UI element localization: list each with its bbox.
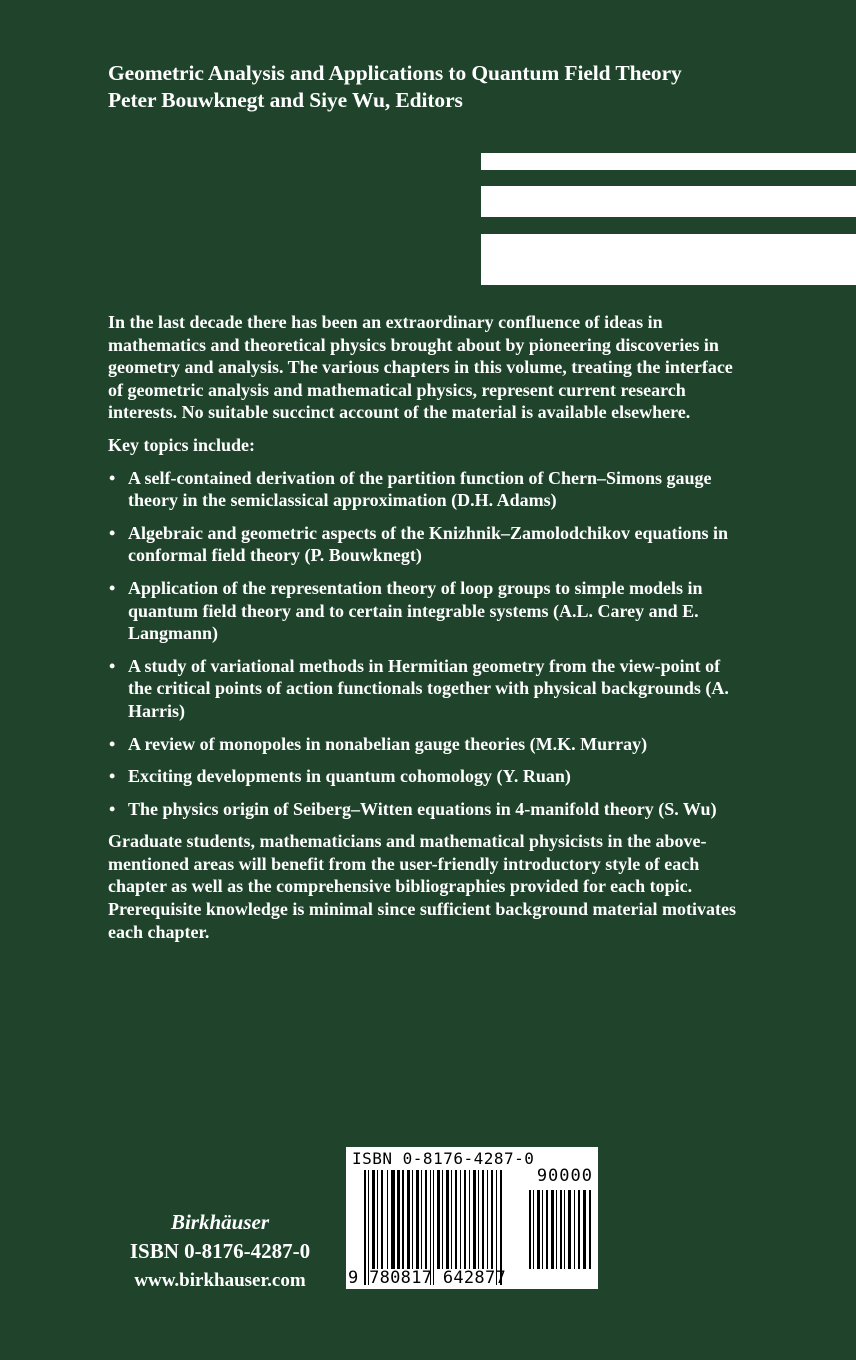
topic-item: • A study of variational methods in Hermitian geometry from the view-point of the critical points of action functionals together with physical backgrounds (A. Harris): [109, 655, 729, 721]
decorative-stripe-3: [481, 234, 856, 285]
barcode-addon-digits: 90000: [536, 1166, 593, 1186]
publisher-name: Birkhäuser: [170, 1210, 270, 1234]
description: [108, 311, 748, 943]
bullet-icon: •: [109, 522, 116, 543]
publisher-isbn: ISBN 0-8176-4287-0: [129, 1239, 311, 1263]
topics-list: [108, 467, 748, 821]
topic-item: • Exciting developments in quantum cohomology (Y. Ruan): [109, 766, 571, 787]
header: [108, 60, 808, 114]
book-title: Geometric Analysis and Applications to Quantum Field Theory: [108, 61, 682, 85]
key-topics-heading: Key topics include:: [108, 434, 255, 455]
publisher-url: www.birkhauser.com: [134, 1270, 306, 1291]
topic-item: • Algebraic and geometric aspects of the Knizhnik–Zamolodchikov equations in conformal field theory (P. Bouwknegt): [109, 522, 729, 566]
barcode-bars-addon: [529, 1190, 593, 1269]
bullet-icon: •: [109, 467, 116, 488]
decorative-stripe-1: [481, 153, 856, 170]
barcode-ean-digits: 9 780817 642877: [348, 1268, 507, 1288]
topic-item: • A self-contained derivation of the partition function of Chern–Simons gauge theory in the semiclassical approximation (D.H. Adams): [109, 467, 712, 511]
decorative-stripe-2: [481, 186, 856, 217]
bullet-icon: •: [109, 766, 116, 787]
topic-item: • Application of the representation theory of loop groups to simple models in quantum field theory and to certain integrable systems (A.L. Carey and E. Langmann): [109, 577, 703, 644]
barcode-isbn-label: ISBN 0-8176-4287-0: [352, 1149, 535, 1168]
bullet-icon: •: [109, 577, 116, 598]
publisher-info: [100, 1208, 340, 1295]
topic-item: • The physics origin of Seiberg–Witten equations in 4-manifold theory (S. Wu): [109, 798, 717, 819]
intro-paragraph: In the last decade there has been an extraordinary confluence of ideas in mathematics and theoretical physics brought about by pioneering discoveries in geometry and analysis. The various chapters in this volume, treating the interface of geometric analysis and mathematical physics, represent current research interests. No suitable succinct account of the material is available elsewhere.: [108, 312, 733, 423]
barcode-bars-main: [364, 1170, 502, 1269]
topic-item: • A review of monopoles in nonabelian gauge theories (M.K. Murray): [109, 733, 648, 754]
closing-paragraph: Graduate students, mathematicians and mathematical physicists in the above-mentioned areas will benefit from the user-friendly introductory style of each chapter as well as the comprehensive bibliographies provided for each topic. Prerequisite knowledge is minimal since sufficient background material motivates each chapter.: [108, 831, 736, 942]
bullet-icon: •: [109, 798, 116, 819]
bullet-icon: •: [109, 655, 116, 676]
book-editors: Peter Bouwknegt and Siye Wu, Editors: [108, 88, 463, 112]
bullet-icon: •: [109, 733, 116, 754]
barcode: [346, 1147, 598, 1289]
